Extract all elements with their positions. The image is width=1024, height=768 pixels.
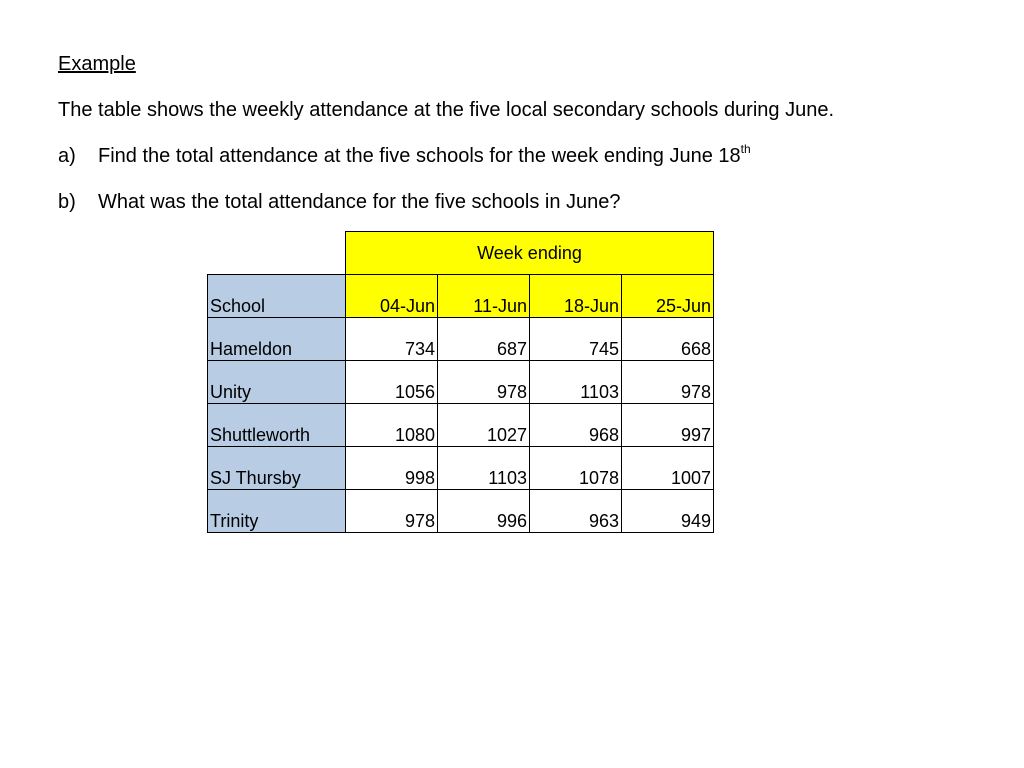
question-a [58,144,751,168]
school-column-header: School [208,275,346,318]
table-row [208,404,714,447]
attendance-cell: 968 [530,404,622,447]
question-b-marker: b) [58,191,76,213]
intro-text: The table shows the weekly attendance at the five local secondary schools during June. [58,99,835,121]
attendance-cell: 1007 [622,447,714,490]
attendance-cell: 1078 [530,447,622,490]
table-row [208,318,714,361]
week-column-header: 11-Jun [438,275,530,318]
question-a-text [98,144,751,168]
table-header-row [208,275,714,318]
attendance-cell: 1103 [530,361,622,404]
question-a-body: Find the total attendance at the five schools for the week ending June 18 [98,145,741,167]
attendance-cell: 998 [346,447,438,490]
week-ending-header: Week ending [346,232,714,275]
question-a-superscript: th [740,142,751,156]
attendance-table [207,231,714,533]
school-name-cell: SJ Thursby [208,447,346,490]
question-a-marker: a) [58,145,76,167]
attendance-cell: 963 [530,490,622,533]
attendance-cell: 745 [530,318,622,361]
attendance-cell: 1056 [346,361,438,404]
school-name-cell: Hameldon [208,318,346,361]
table-row [208,447,714,490]
attendance-cell: 978 [346,490,438,533]
attendance-cell: 687 [438,318,530,361]
school-name-cell: Unity [208,361,346,404]
table-row [208,490,714,533]
attendance-cell: 1103 [438,447,530,490]
attendance-cell: 978 [622,361,714,404]
attendance-cell: 978 [438,361,530,404]
attendance-cell: 949 [622,490,714,533]
table-row [208,361,714,404]
week-column-header: 25-Jun [622,275,714,318]
attendance-cell: 996 [438,490,530,533]
week-column-header: 04-Jun [346,275,438,318]
example-heading: Example [58,53,136,75]
question-b [58,190,621,214]
attendance-cell: 1027 [438,404,530,447]
school-name-cell: Shuttleworth [208,404,346,447]
attendance-cell: 997 [622,404,714,447]
table-corner-cell [208,232,346,275]
attendance-cell: 668 [622,318,714,361]
school-name-cell: Trinity [208,490,346,533]
question-b-text: What was the total attendance for the five schools in June? [98,191,621,213]
attendance-cell: 734 [346,318,438,361]
week-column-header: 18-Jun [530,275,622,318]
table-group-header-row [208,232,714,275]
attendance-cell: 1080 [346,404,438,447]
